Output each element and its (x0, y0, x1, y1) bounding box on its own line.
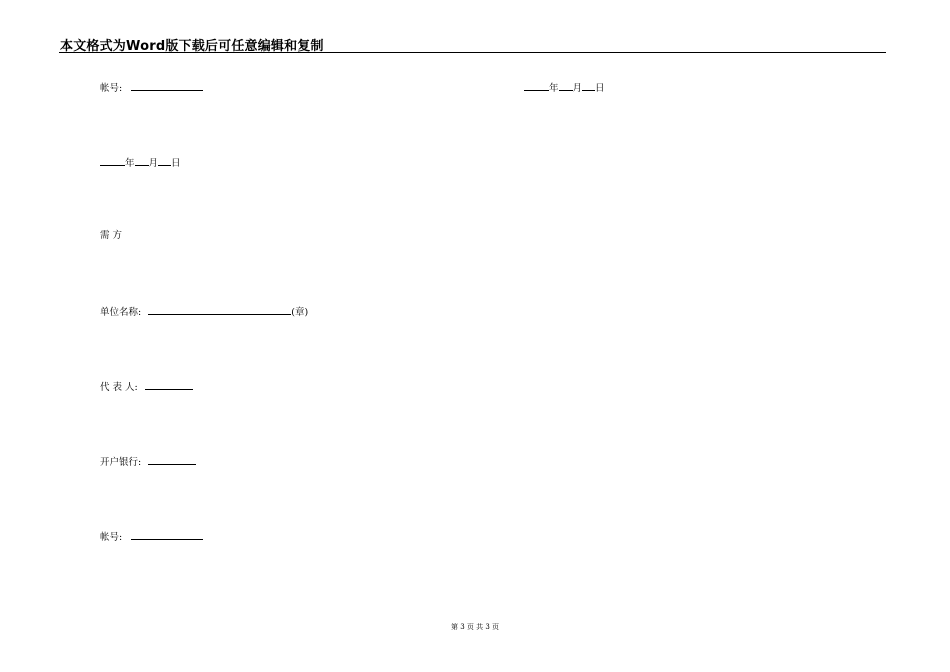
date-right-day-label: 日 (595, 83, 605, 94)
buyer-section-title: 需 方 (100, 230, 123, 241)
buyer-unit-name-line (100, 304, 308, 319)
buyer-bank-blank[interactable] (148, 454, 196, 465)
buyer-unit-name-label: 单位名称: (100, 307, 142, 318)
date-left-month-label: 月 (148, 158, 159, 169)
buyer-account-label: 帐号: (100, 532, 123, 543)
supplier-account-blank[interactable] (131, 80, 203, 91)
buyer-bank-line (100, 454, 196, 469)
date-right-year-blank[interactable] (524, 80, 549, 91)
date-left-year-label: 年 (125, 158, 135, 169)
date-right-day-blank[interactable] (582, 80, 595, 91)
buyer-representative-label: 代 表 人: (100, 382, 138, 393)
buyer-account-line (100, 529, 203, 544)
page-header-title: 本文格式为Word版下载后可任意编辑和复制 (60, 39, 324, 54)
date-left-year-blank[interactable] (100, 155, 125, 166)
buyer-representative-blank[interactable] (145, 379, 193, 390)
date-left-day-label: 日 (171, 158, 181, 169)
date-right-month-blank[interactable] (559, 80, 573, 91)
buyer-representative-line (100, 379, 193, 394)
date-right-month-label: 月 (572, 83, 583, 94)
buyer-bank-label: 开户银行: (100, 457, 142, 468)
date-right-year-label: 年 (549, 83, 559, 94)
header-divider (59, 52, 886, 53)
buyer-account-blank[interactable] (131, 529, 203, 540)
supplier-account-label: 帐号: (100, 83, 123, 94)
date-line-left (100, 155, 181, 170)
buyer-unit-name-blank[interactable] (148, 304, 291, 315)
supplier-account-line (100, 80, 203, 95)
date-left-month-blank[interactable] (135, 155, 149, 166)
date-line-right (524, 80, 605, 95)
buyer-seal-mark: (章) (291, 307, 309, 318)
page-number-footer: 第 3 页 共 3 页 (450, 623, 500, 631)
date-left-day-blank[interactable] (158, 155, 171, 166)
